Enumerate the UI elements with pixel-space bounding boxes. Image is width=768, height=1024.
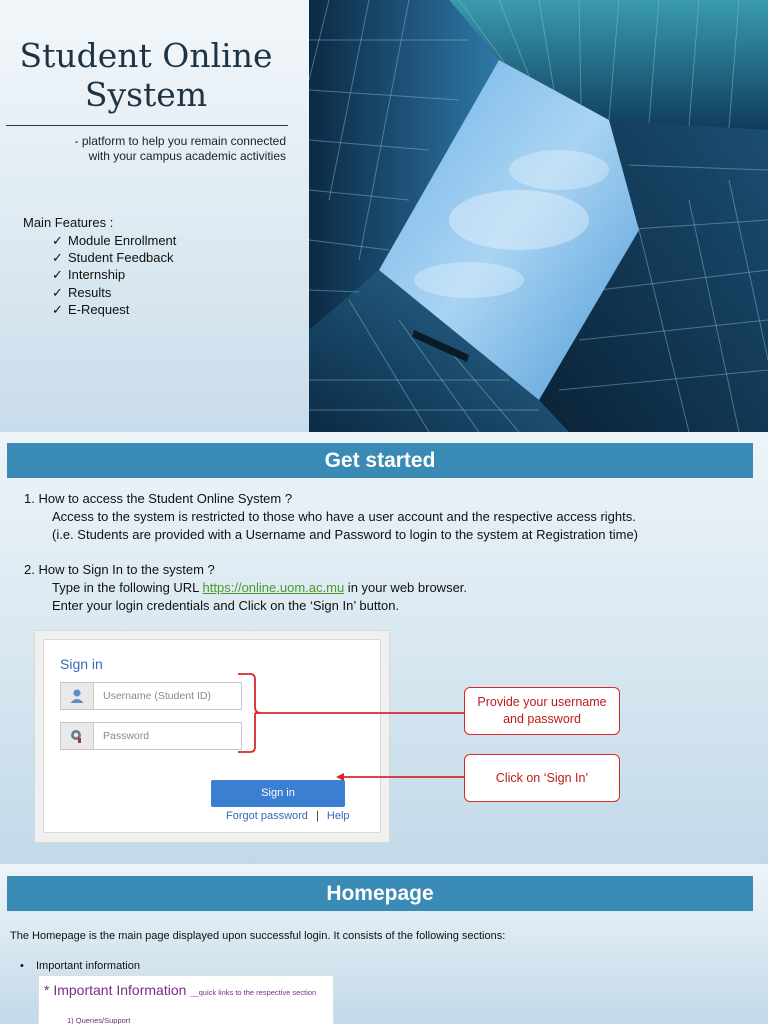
bullet-icon: • [20,960,24,972]
slide-title [0,36,292,114]
feature-label: Module Enrollment [68,233,177,248]
check-icon: ✓ [52,233,63,248]
signin-title: Sign in [60,656,103,672]
cover-slide [0,0,768,432]
tagline-line-2: with your campus academic activities [88,149,286,163]
homepage-intro: The Homepage is the main page displayed upon successful login. It consists of the following sections: [10,930,506,942]
url-prefix: Type in the following URL [52,580,203,595]
feature-label: Internship [68,267,126,283]
homepage-slide [0,864,768,1024]
callout-1-line-1: Provide your username [477,695,607,709]
tagline [50,134,286,164]
url-suffix: in your web browser. [344,580,468,595]
signin-button[interactable]: Sign in [211,780,345,807]
feature-label: Student Feedback [68,250,174,266]
building-sky-photo [309,0,768,432]
check-icon: ✓ [52,301,63,317]
forgot-password-link[interactable]: Forgot password [226,810,308,822]
tagline-line-1: - platform to help you remain connected [74,134,286,148]
credentials-callout [464,687,620,735]
feature-item [52,249,176,266]
important-info-title: * Important Information [44,982,187,998]
feature-item [52,301,176,318]
callout-1-line-2: and password [503,712,581,726]
link-separator: | [316,810,319,822]
system-url-link[interactable]: https://online.uom.ac.mu [202,580,345,595]
cover-panel [0,0,309,432]
step-1-heading: 1. How to access the Student Online System ? [24,491,293,506]
step-2-line-2: Enter your login credentials and Click on the ‘Sign In’ button. [52,598,400,613]
username-placeholder: Username (Student ID) [103,690,211,702]
step-1-line-2: (i.e. Students are provided with a Username and Password to login to the system at Registration time) [52,527,639,542]
homepage-banner: Homepage [7,876,753,911]
bullet-label: Important information [36,960,140,972]
get-started-banner: Get started [7,443,753,478]
bracket-icon [238,674,261,752]
queries-support-link[interactable]: 1) Queries/Support [67,1016,131,1024]
check-icon: ✓ [52,250,63,266]
features-heading: Main Features : [23,215,114,230]
feature-item [52,284,176,301]
bullet-item [20,960,140,972]
important-info-panel [38,975,334,1024]
signin-callout: Click on ‘Sign In’ [464,754,620,802]
annotation-overlay [0,432,768,864]
title-line-1: Student Online [19,36,273,75]
feature-label: Results [68,284,112,300]
feature-label: E-Request [68,301,130,317]
important-info-heading [44,982,316,998]
check-icon: ✓ [52,267,63,283]
step-1-line-1: Access to the system is restricted to those who have a user account and the respective access rights. [52,509,636,524]
features-list [52,232,176,318]
get-started-slide [0,432,768,864]
important-info-subtitle: __quick links to the respective section [190,988,317,997]
feature-item [52,266,176,283]
title-line-2: System [84,75,208,114]
check-icon: ✓ [52,284,63,300]
title-divider [6,125,288,126]
password-placeholder: Password [103,730,150,742]
help-link[interactable]: Help [326,810,350,822]
step-2-heading: 2. How to Sign In to the system ? [24,562,215,577]
arrow-head-icon [336,773,344,781]
feature-item [52,232,176,249]
